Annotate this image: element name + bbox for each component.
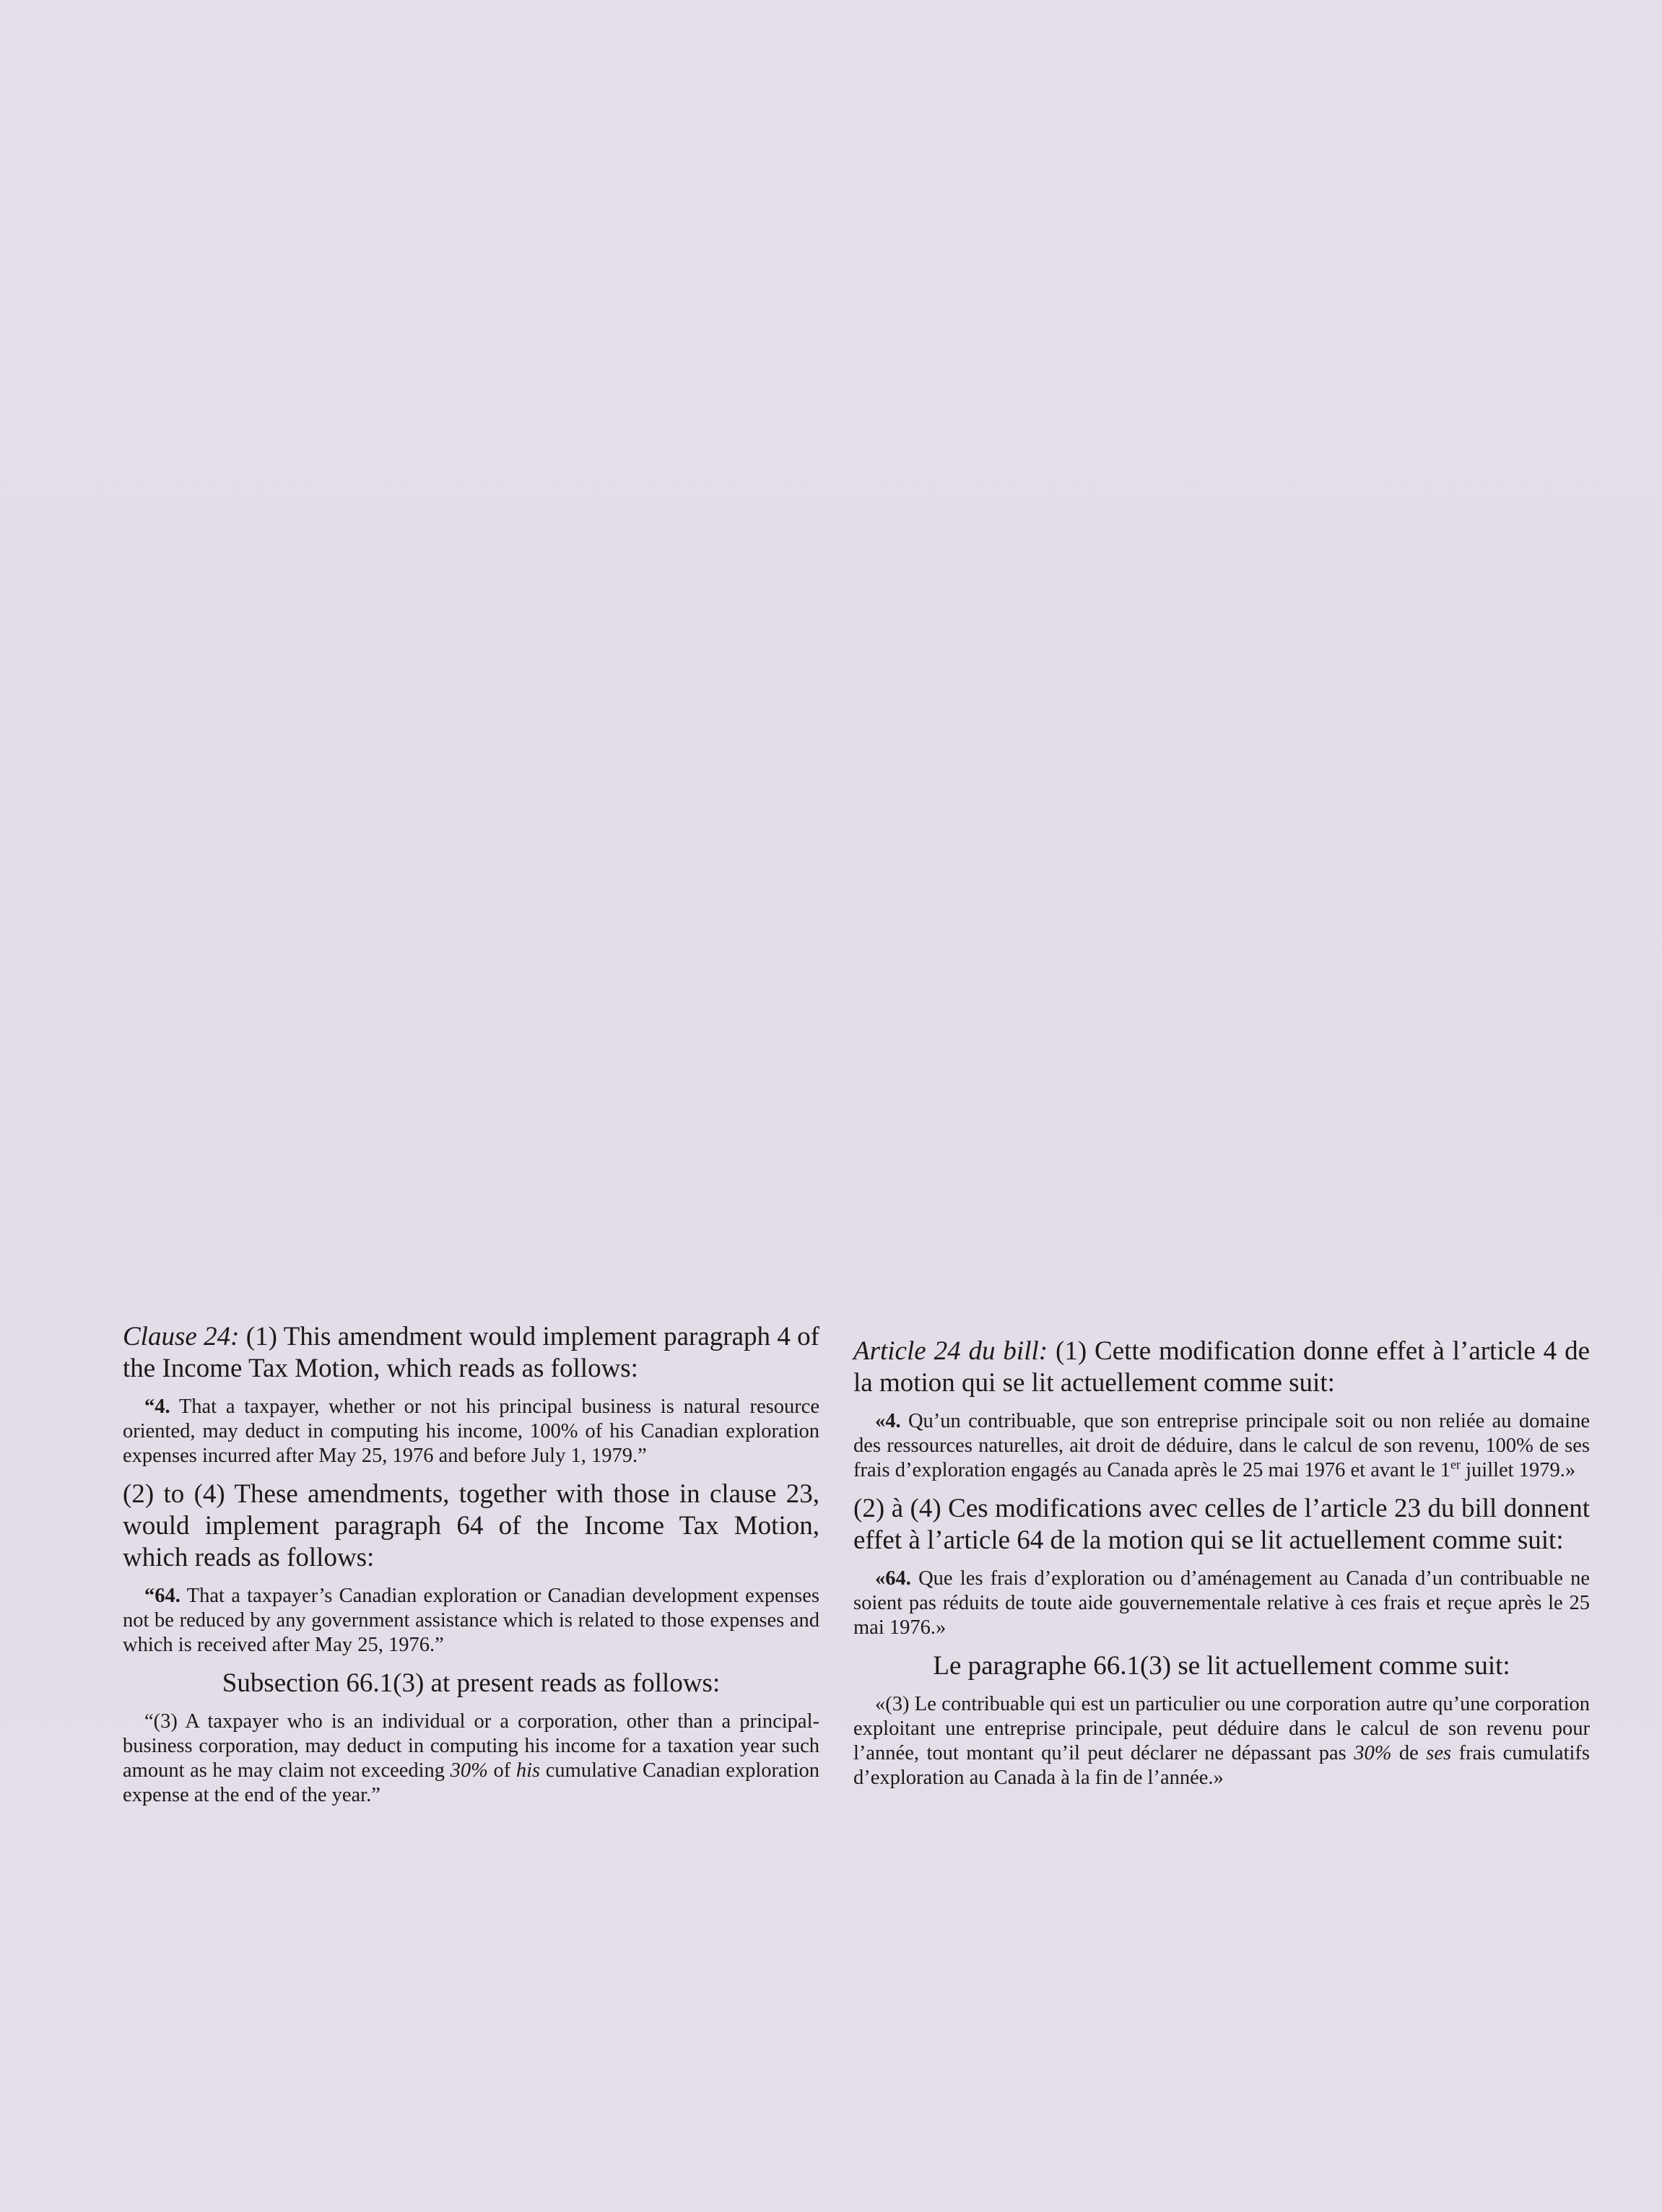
clause-24-note xyxy=(123,1321,819,1468)
quote-text-c: frais cumulatifs d’exploration au Canada à la fin de l’année.» xyxy=(853,1742,1590,1789)
quote-text: That a taxpayer, whether or not his principal business is natural resource oriented, may deduct in computing his income, 100% of his Canadian exploration expenses incurred after May 25, 1976 and before July 1, 1979.” xyxy=(123,1395,819,1467)
article-24-paragraph xyxy=(853,1336,1590,1399)
citation-paragraphe-66-1-3 xyxy=(853,1692,1590,1790)
citation-article-64 xyxy=(853,1567,1590,1640)
clause-24-subclauses-note xyxy=(123,1479,819,1658)
clause-24-text: (1) This amendment would implement paragraph 4 of the Income Tax Motion, which reads as follows: xyxy=(123,1322,819,1383)
clause-24-heading: Clause 24: xyxy=(123,1322,240,1351)
quote-text-b: de xyxy=(1391,1742,1427,1764)
quote-text-a: «(3) Le contribuable qui est un particulier ou une corporation autre qu’une corporation exploitant une entreprise principale, peut déduire dans le calcul de son revenu pour l’année, tout montant qu’il peut déclarer ne dépassant pas xyxy=(853,1693,1590,1764)
french-column xyxy=(853,1336,1590,1800)
article-24-heading: Article 24 du bill: xyxy=(853,1336,1048,1366)
quote-emphasis-his: his xyxy=(515,1759,541,1782)
quote-text-a: Qu’un contribuable, que son entreprise principale soit ou non reliée au domaine des ressources naturelles, ait droit de déduire, dans le calcul de son revenu, 100% de ses frais d’exploration engagés au Canada après le 25 mai 1976 et avant le 1 xyxy=(853,1410,1590,1481)
quote-paragraph-4 xyxy=(123,1395,819,1468)
subsection-note xyxy=(123,1668,819,1808)
clause-24-paragraph xyxy=(123,1321,819,1385)
quote-text-a: “(3) A taxpayer who is an individual or a corporation, other than a principal-business corporation, may deduct in computing his income for a taxation year such amount as he may claim not exceeding xyxy=(123,1710,819,1782)
quote-paragraph-64 xyxy=(123,1584,819,1658)
quote-text: That a taxpayer’s Canadian exploration or Canadian development expenses not be reduced by any government assistance which is related to those expenses and which is received after May 25, 1976.” xyxy=(123,1585,819,1656)
paragraphe-heading: Le paragraphe 66.1(3) se lit actuellement comme suit: xyxy=(933,1651,1510,1681)
subclauses-paragraph: (2) to (4) These amendments, together with those in clause 23, would implement paragraph 64 of the Income Tax Motion, which reads as follows: xyxy=(123,1479,819,1572)
quote-number: «4. xyxy=(875,1410,901,1432)
article-24-note xyxy=(853,1336,1590,1483)
quote-emphasis-ses: ses xyxy=(1426,1742,1452,1764)
paragraphe-note xyxy=(853,1650,1590,1790)
quote-number: “64. xyxy=(144,1585,180,1607)
quote-superscript: er xyxy=(1450,1457,1461,1472)
quote-emphasis-percent: 30% xyxy=(1354,1742,1392,1764)
subclauses-paragraph: (2) à (4) Ces modifications avec celles de l’article 23 du bill donnent effet à l’article 64 de la motion qui se lit actuellement comme suit: xyxy=(853,1494,1590,1555)
quote-number: «64. xyxy=(875,1567,911,1590)
citation-article-4 xyxy=(853,1409,1590,1483)
quote-emphasis-percent: 30% xyxy=(450,1759,488,1782)
article-24-text: (1) Cette modification donne effet à l’article 4 de la motion qui se lit actuellement comme suit: xyxy=(853,1336,1590,1398)
quote-number: “4. xyxy=(144,1395,170,1418)
article-24-subclauses-note xyxy=(853,1493,1590,1640)
quote-subsection-66-1-3 xyxy=(123,1710,819,1808)
quote-text-c: cumulative Canadian exploration expense at the end of the year.” xyxy=(123,1759,819,1806)
english-column xyxy=(123,1321,819,1818)
quote-text-b: juillet 1979.» xyxy=(1460,1459,1576,1481)
subsection-heading: Subsection 66.1(3) at present reads as follows: xyxy=(222,1668,721,1698)
quote-text: Que les frais d’exploration ou d’aménagement au Canada d’un contribuable ne soient pas réduits de toute aide gouvernementale relative à ces frais et reçue après le 25 mai 1976.» xyxy=(853,1567,1590,1639)
quote-text-b: of xyxy=(487,1759,516,1782)
